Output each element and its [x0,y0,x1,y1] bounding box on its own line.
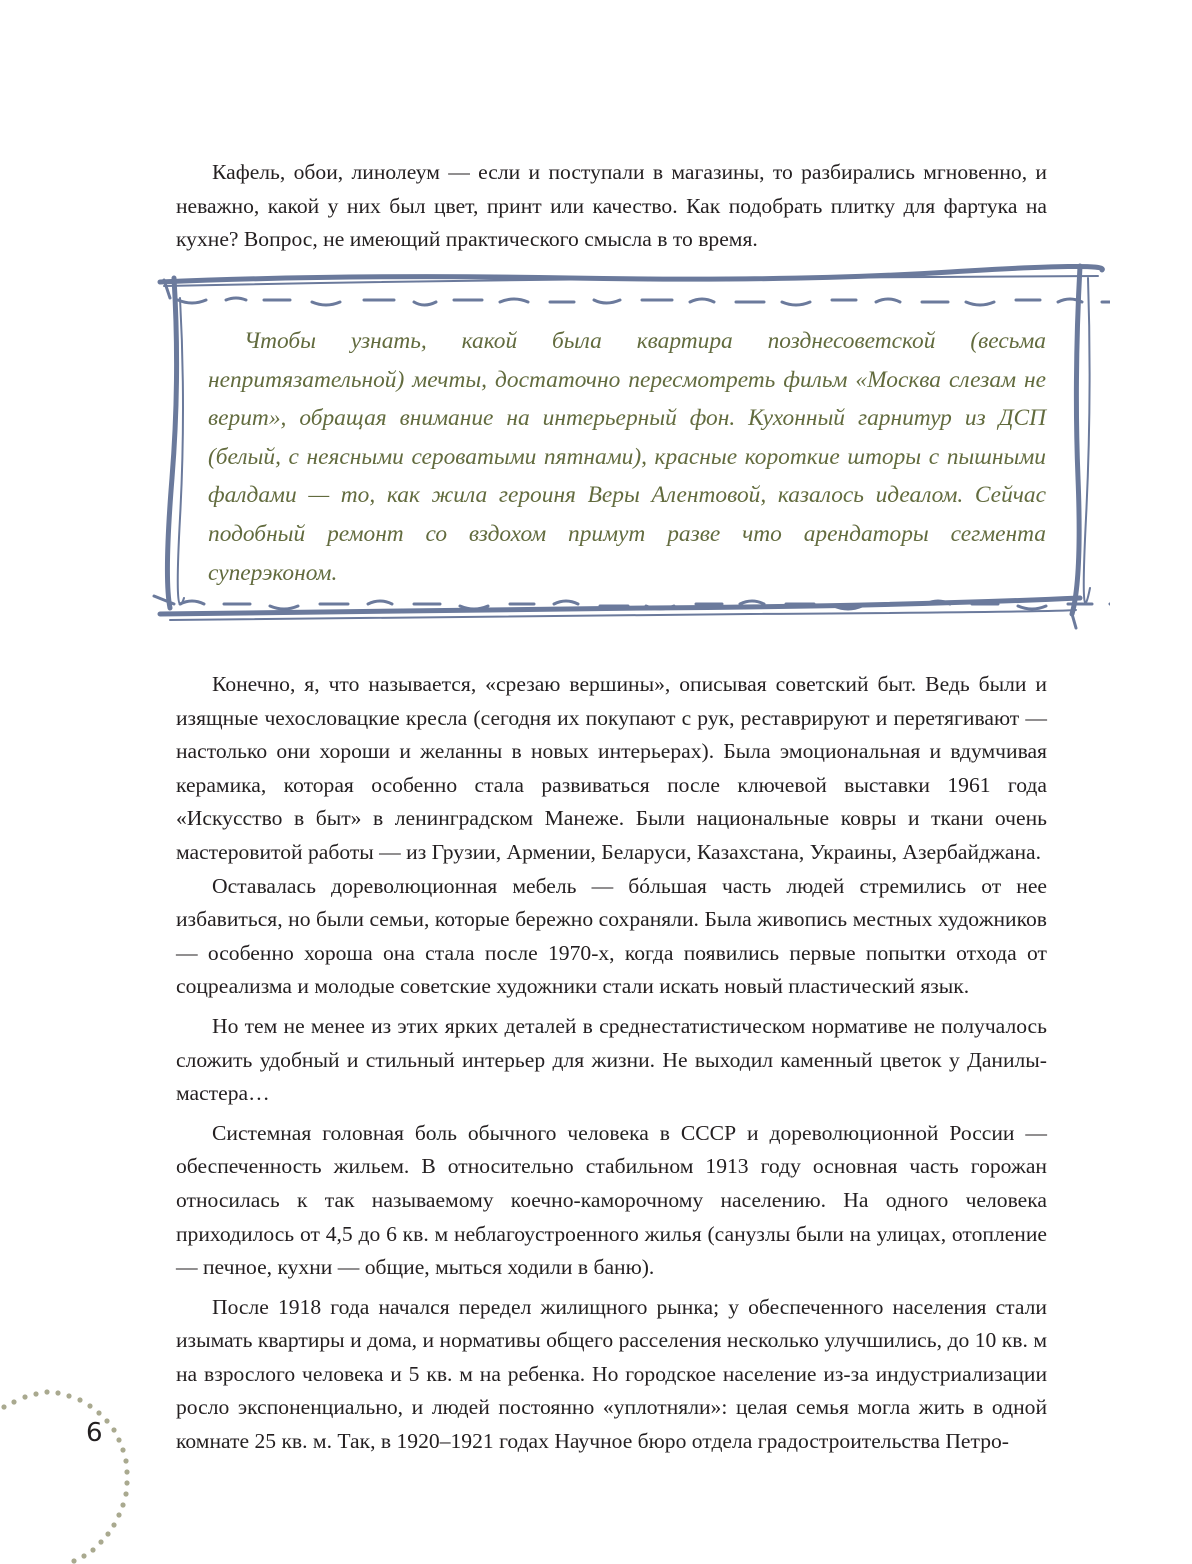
quote-block [208,322,1046,592]
body-paragraph: Конечно, я, что называется, «срезаю вершины», описывая советский быт. Ведь были и изящные чехословацкие кресла (сегодня их покупают с рук, реставрируют и перетягивают — настолько они хороши и желанны в новых интерьерах). Была эмоциональная и вдумчивая керамика, которая особенно стала развиваться после ключевой выставки 1961 года «Искусство в быт» в ленинградском Манеже. Были национальные ковры и ткани очень мастеровитой работы — из Грузии, Армении, Беларуси, Казахстана, Украины, Азербайджана. [176,672,1047,864]
intro-text: Кафель, обои, линолеум — если и поступали в магазины, то разбирались мгновенно, и неважно, какой у них был цвет, принт или качество. Как подобрать плитку для фартука на кухне? Вопрос, не имеющий практического смысла в то время. [176,160,1047,252]
main-text [176,668,1047,1459]
body-paragraph: Системная головная боль обычного человека в СССР и дореволюционной России — обеспеченность жильем. В относительно стабильном 1913 году основная часть горожан относилась к так называемому коечно-каморочному населению. На одного человека приходилось от 4,5 до 6 кв. м неблагоустроенного жилья (санузлы были на улицах, отопление — печное, кухни — общие, мыться ходили в баню). [176,1120,1047,1280]
body-paragraph: Но тем не менее из этих ярких деталей в среднестатистическом нормативе не получалось сложить удобный и стильный интерьер для жизни. Не выходил каменный цветок у Данилы-мастера… [176,1013,1047,1106]
page-number: 6 [86,1418,103,1448]
quote-text: Чтобы узнать, какой была квартира позднесоветской (весьма непритязательной) мечты, достаточно пересмотреть фильм «Москва слезам не верит», обращая внимание на интерьерный фон. Кухонный гарнитур из ДСП (белый, с неясными сероватыми пятнами), красные короткие шторы с пышными фалдами — то, как жила героиня Веры Алентовой, казалось идеалом. Сейчас подобный ремонт со вздохом примут разве что арендаторы сегмента суперэконом. [208,328,1046,586]
body-paragraph: Оставалась дореволюционная мебель — бóльшая часть людей стремились от нее избавиться, но были семьи, которые бережно сохраняли. Была живопись местных художников — особенно хороша она стала после 1970-х, когда появились первые попытки отхода от соцреализма и молодые советские художники стали искать новый пластический язык. [176,873,1047,999]
body-paragraph: После 1918 года начался передел жилищного рынка; у обеспеченного населения стали изымать квартиры и дома, и нормативы общего расселения несколько улучшились, до 10 кв. м на взрослого человека и 5 кв. м на ребенка. Но городское население из-за индустриализации росло экспоненциально, и людей постоянно «уплотняли»: целая семья могла жить в одной комнате 25 кв. м. Так, в 1920–1921 годах Научное бюро отдела градостроительства Петро- [176,1294,1047,1454]
intro-paragraph [176,156,1047,257]
page-dots-decoration-icon [0,1380,150,1564]
